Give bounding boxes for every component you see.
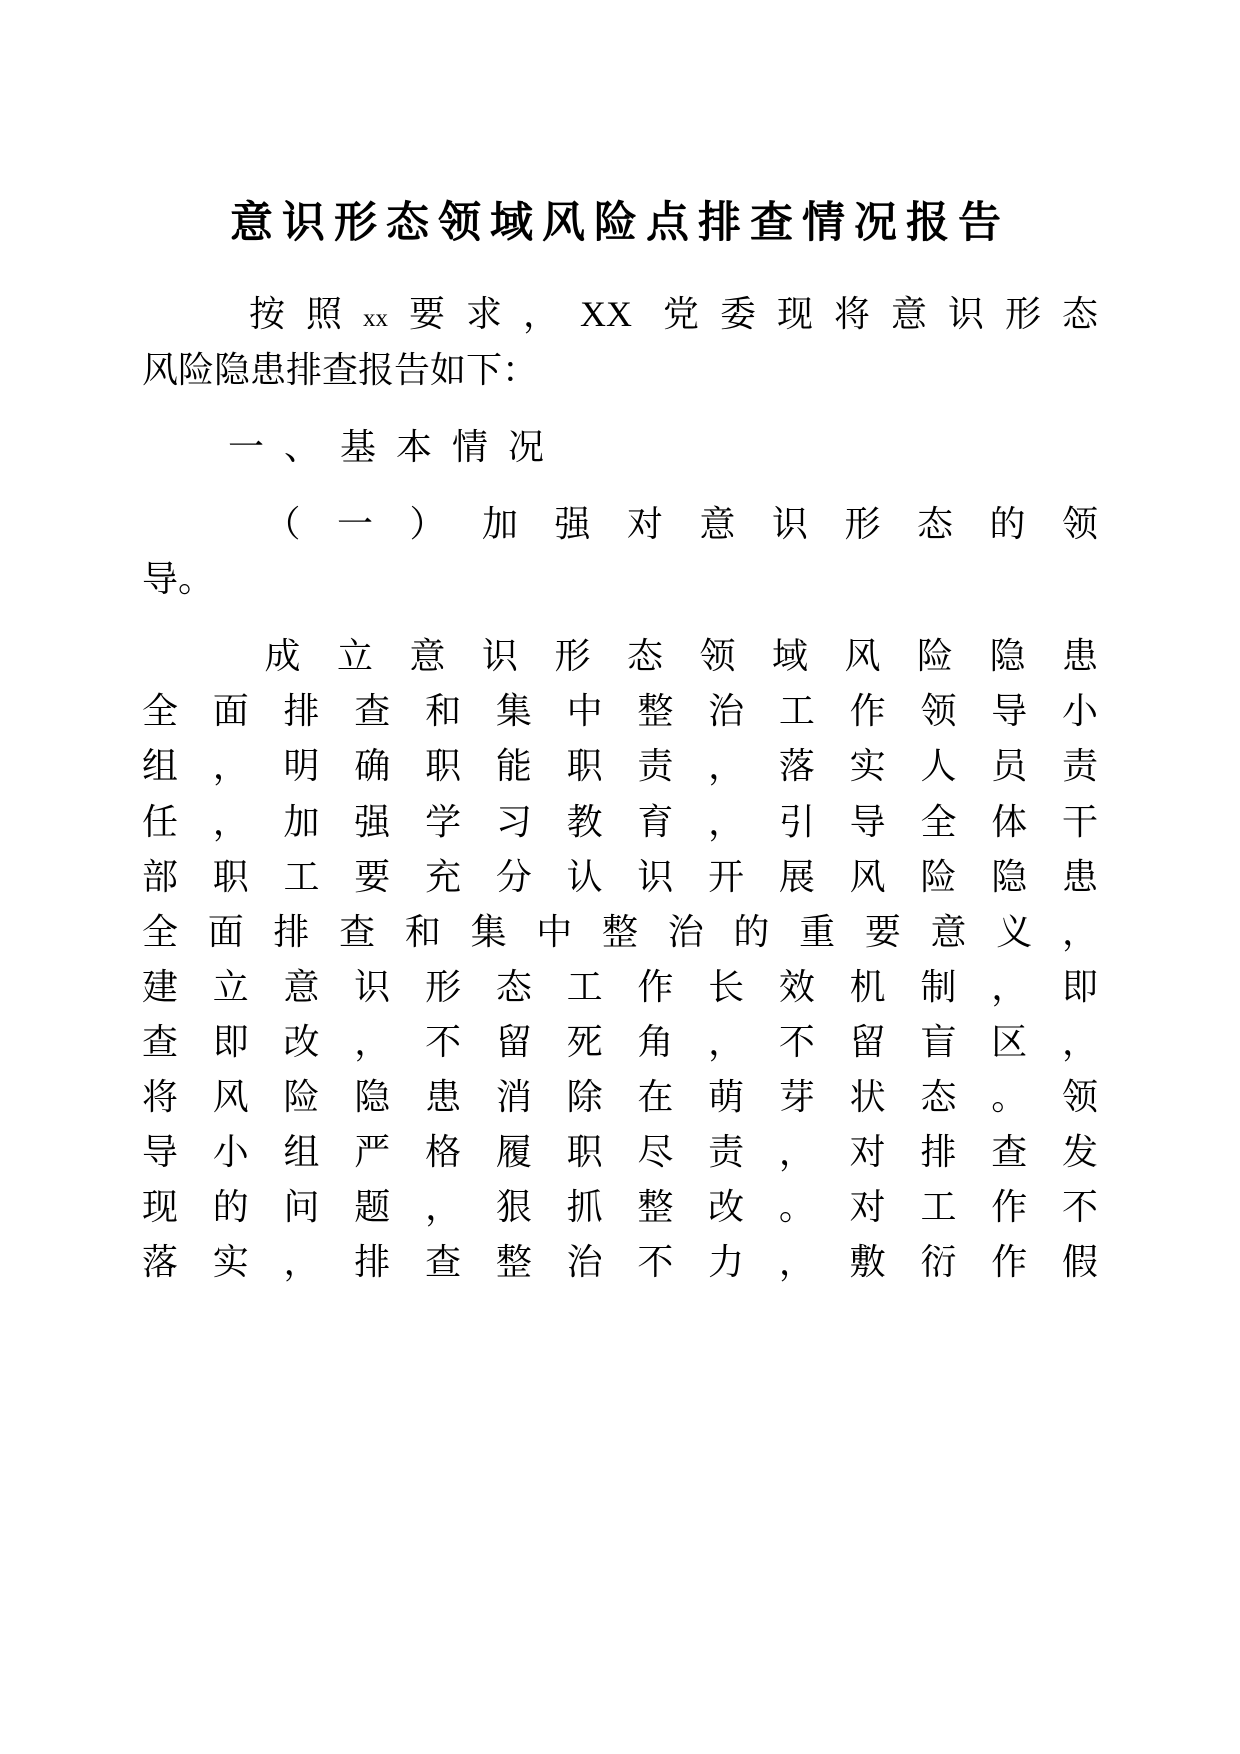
text-line (142, 1014, 1098, 1069)
latin-text: xx (363, 304, 388, 332)
cjk-text: 按照 (228, 292, 363, 334)
cjk-text: 落实，排查整治不力，敷衍作假 (142, 1241, 1098, 1283)
text-line (142, 286, 1098, 342)
section-heading-1 (142, 419, 1098, 474)
subsection-heading-1-1 (142, 496, 1098, 606)
cjk-text: 导。 (142, 558, 215, 600)
text-line (142, 419, 1098, 474)
text-line (142, 551, 1098, 606)
cjk-text: 党委现将意识形态 (632, 292, 1098, 334)
cjk-text: 建立意识形态工作长效机制，即 (142, 965, 1098, 1007)
cjk-text: 导小组严格履职尽责，对排查发 (142, 1130, 1098, 1172)
text-line (142, 959, 1098, 1014)
cjk-text: 要求， (388, 292, 580, 334)
text-line (142, 496, 1098, 551)
cjk-text: 全面排查和集中整治工作领导小 (142, 690, 1098, 732)
body-paragraph-1 (142, 628, 1098, 1289)
page-title: 意识形态领域风险点排查情况报告 (230, 199, 1010, 247)
document-body (142, 196, 1098, 1289)
text-line (142, 794, 1098, 849)
cjk-text: （一）加强对意识形态的领 (228, 503, 1098, 545)
text-line (142, 738, 1098, 793)
text-line (142, 1179, 1098, 1234)
cjk-text: 全面排查和集中整治的重要意义， (142, 910, 1098, 952)
cjk-text: 任，加强学习教育，引导全体干 (142, 800, 1098, 842)
text-line (142, 342, 1098, 397)
cjk-text: 组，明确职能职责，落实人员责 (142, 745, 1098, 787)
latin-text: XX (580, 293, 632, 334)
text-line (142, 1234, 1098, 1289)
document-content (142, 286, 1098, 1289)
cjk-text: 成立意识形态领域风险隐患 (228, 635, 1098, 677)
intro-paragraph (142, 286, 1098, 397)
text-line (142, 628, 1098, 683)
text-line (142, 1069, 1098, 1124)
cjk-text: 一、基本情况 (228, 426, 565, 468)
text-line (142, 904, 1098, 959)
cjk-text: 将风险隐患消除在萌芽状态。领 (142, 1075, 1098, 1117)
text-line (142, 683, 1098, 738)
cjk-text: 风险隐患排查报告如下： (142, 348, 539, 390)
cjk-text: 查即改，不留死角，不留盲区， (142, 1020, 1098, 1062)
cjk-text: 现的问题，狠抓整改。对工作不 (142, 1186, 1098, 1228)
text-line (142, 849, 1098, 904)
text-line (142, 1124, 1098, 1179)
cjk-text: 部职工要充分认识开展风险隐患 (142, 855, 1098, 897)
